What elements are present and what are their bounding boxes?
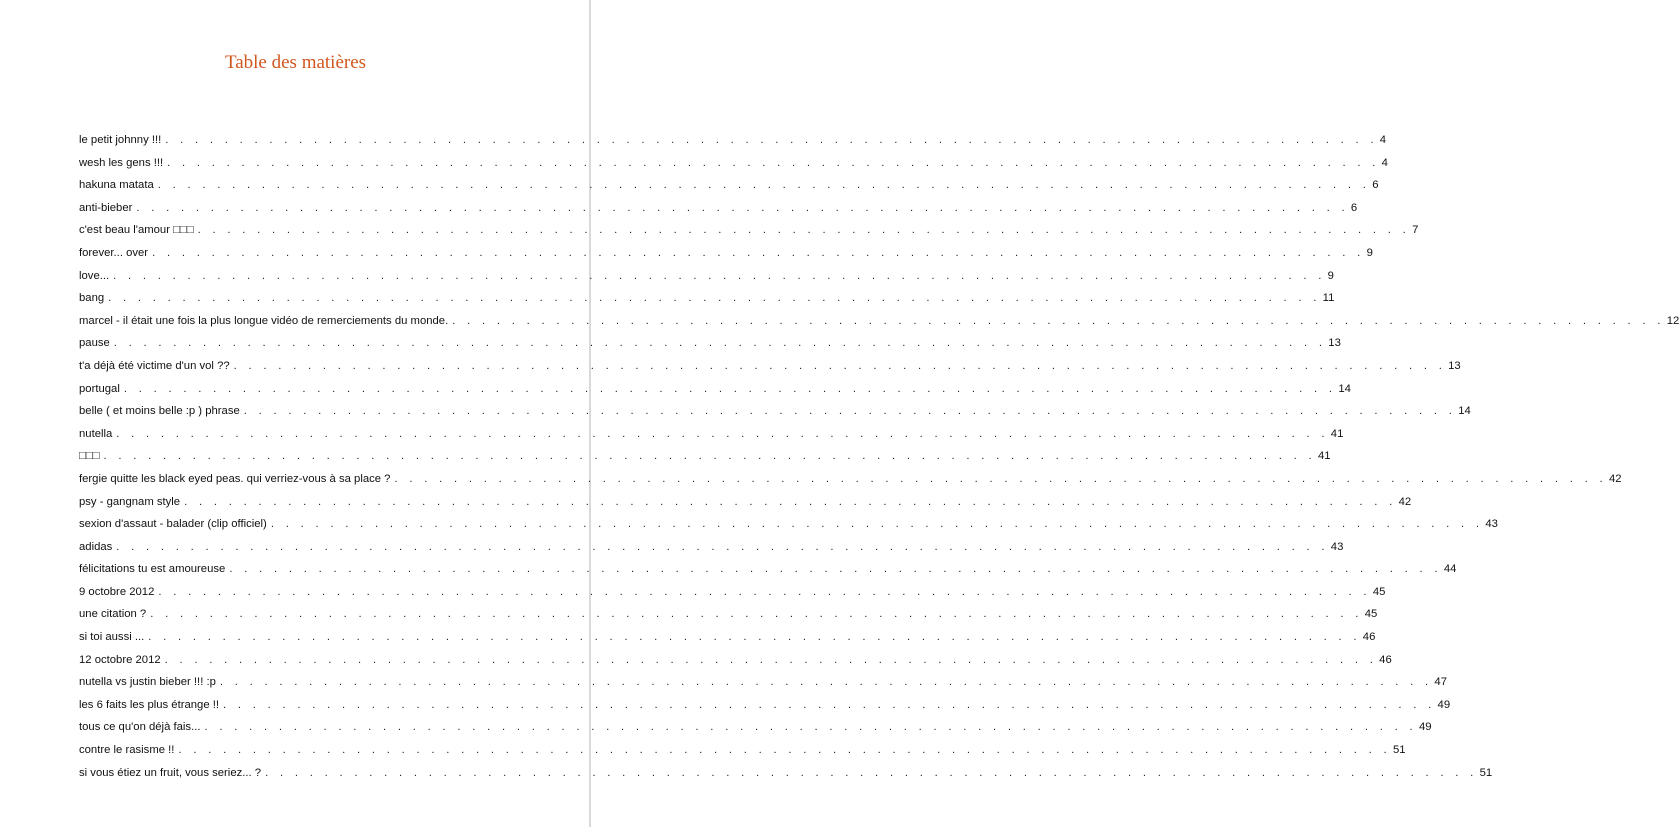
toc-page-number: 4 xyxy=(1381,156,1388,169)
toc-page-number: 49 xyxy=(1437,698,1451,711)
dot-leader xyxy=(136,197,1349,220)
toc-entry-title: forever... over xyxy=(79,246,149,259)
toc-page-number: 11 xyxy=(1322,292,1335,305)
dot-leader xyxy=(198,219,1411,242)
toc-page-number: 46 xyxy=(1362,631,1376,644)
toc-entry[interactable] xyxy=(79,603,1378,626)
toc-page-number: 12 xyxy=(1666,314,1679,327)
toc-entry[interactable] xyxy=(79,468,1622,491)
dot-leader xyxy=(271,513,1484,536)
toc-page-number: 51 xyxy=(1479,766,1493,779)
dot-leader xyxy=(244,400,1457,423)
toc-entry[interactable] xyxy=(79,219,1419,242)
toc-entry[interactable] xyxy=(79,423,1344,446)
dot-leader xyxy=(148,626,1361,649)
dot-leader xyxy=(220,671,1433,694)
dot-leader xyxy=(158,581,1371,604)
toc-page-number: 6 xyxy=(1350,201,1358,214)
dot-leader xyxy=(113,265,1326,288)
toc-entry-title: pause xyxy=(79,337,110,350)
toc-entry-title: psy - gangnam style xyxy=(79,495,181,508)
dot-leader xyxy=(178,739,1391,762)
toc-title: Table des matières xyxy=(224,52,367,73)
toc-entry[interactable] xyxy=(79,265,1334,288)
toc-entry[interactable] xyxy=(79,287,1335,310)
dot-leader xyxy=(184,491,1397,514)
toc-entry-title: portugal xyxy=(79,382,120,395)
toc-entry[interactable] xyxy=(79,152,1388,175)
dot-leader xyxy=(124,378,1337,401)
dot-leader xyxy=(103,445,1316,468)
toc-page-number: 42 xyxy=(1398,495,1412,508)
toc-entry[interactable] xyxy=(79,716,1432,739)
toc-page-number: 41 xyxy=(1330,427,1344,440)
toc-entry-title: wesh les gens !!! xyxy=(79,156,164,169)
toc-page-number: 51 xyxy=(1392,744,1406,757)
toc-entry-title: tous ce qu'on déjà fais... xyxy=(79,721,201,734)
toc-entry-title: hakuna matata xyxy=(79,179,154,192)
toc-entry[interactable] xyxy=(79,762,1493,785)
toc-entry-title: félicitations tu est amoureuse xyxy=(79,563,226,576)
toc-page-number: 13 xyxy=(1448,359,1461,372)
toc-entry-title: t'a déjà été victime d'un vol ?? xyxy=(79,359,230,372)
toc-entry-title: si vous étiez un fruit, vous seriez... ? xyxy=(79,766,262,779)
dot-leader xyxy=(394,468,1607,491)
toc-entry[interactable] xyxy=(79,581,1386,604)
toc-page-number: 45 xyxy=(1372,585,1386,598)
dot-leader xyxy=(204,716,1417,739)
toc-entry[interactable] xyxy=(79,242,1373,265)
toc-page-number: 47 xyxy=(1434,676,1447,689)
toc-entry[interactable] xyxy=(79,671,1447,694)
toc-entry-title: une citation ? xyxy=(79,608,147,621)
toc-entry[interactable] xyxy=(79,310,1679,333)
dot-leader xyxy=(265,762,1478,785)
toc-page-number: 14 xyxy=(1458,405,1471,418)
dot-leader xyxy=(114,332,1327,355)
toc-entry[interactable] xyxy=(79,626,1376,649)
toc-page-number: 6 xyxy=(1372,179,1379,192)
toc-page-number: 42 xyxy=(1608,472,1622,485)
toc-page-number: 41 xyxy=(1317,450,1331,463)
toc-page-number: 4 xyxy=(1379,134,1387,146)
dot-leader xyxy=(234,355,1447,378)
toc-entry[interactable] xyxy=(79,536,1344,559)
toc-entry[interactable] xyxy=(79,694,1451,717)
dot-leader xyxy=(165,129,1378,152)
toc-entry[interactable] xyxy=(79,491,1412,514)
dot-leader xyxy=(165,649,1378,672)
dot-leader xyxy=(223,694,1436,717)
toc-entry[interactable] xyxy=(79,445,1331,468)
toc-entry[interactable] xyxy=(79,649,1392,672)
toc-entry-title: belle ( et moins belle :p ) phrase xyxy=(79,405,240,418)
dot-leader xyxy=(452,310,1665,333)
toc-entry[interactable] xyxy=(79,332,1341,355)
toc-entry-title: marcel - il était une fois la plus longue vidéo de remerciements du monde. xyxy=(79,314,449,327)
toc-page-number: 9 xyxy=(1327,269,1334,282)
toc-entry[interactable] xyxy=(79,400,1471,423)
toc-entry-title: adidas xyxy=(79,540,113,553)
dot-leader xyxy=(116,536,1329,559)
toc-entry-title: 12 octobre 2012 xyxy=(79,653,161,666)
dot-leader xyxy=(152,242,1365,265)
toc-page-number: 13 xyxy=(1328,337,1341,350)
toc-entry-title: nutella xyxy=(79,427,113,440)
toc-page-number: 45 xyxy=(1364,608,1378,621)
toc-page-number: 46 xyxy=(1379,653,1392,666)
toc-entry-title: 9 octobre 2012 xyxy=(79,585,155,598)
toc-entry-title: love... xyxy=(79,269,110,282)
toc-page-number: 14 xyxy=(1338,382,1351,395)
dot-leader xyxy=(158,174,1371,197)
toc-entry-title: anti-bieber xyxy=(79,201,133,214)
toc-page-number: 9 xyxy=(1366,246,1373,259)
toc-page-number: 49 xyxy=(1418,721,1432,734)
toc-entry[interactable] xyxy=(79,558,1457,581)
dot-leader xyxy=(116,423,1329,446)
toc-page-number: 43 xyxy=(1485,518,1498,531)
toc-entry-title: si toi aussi ... xyxy=(79,631,145,644)
toc-entry[interactable] xyxy=(79,739,1406,762)
toc-page-number: 7 xyxy=(1412,224,1419,237)
toc-entry[interactable] xyxy=(79,355,1461,378)
toc-entry[interactable] xyxy=(79,129,1387,152)
toc-entry[interactable] xyxy=(79,378,1351,401)
toc-entry-title: c'est beau l'amour □□□ xyxy=(79,224,194,237)
toc-entry[interactable] xyxy=(79,513,1498,536)
toc-entry-title: nutella vs justin bieber !!! :p xyxy=(79,676,216,689)
toc-entry-title: fergie quitte les black eyed peas. qui verriez-vous à sa place ? xyxy=(79,472,391,485)
toc-entry-title: le petit johnny !!! xyxy=(79,134,162,146)
toc-entry-title: sexion d'assaut - balader (clip officiel) xyxy=(79,518,267,531)
toc-list xyxy=(79,129,1679,784)
toc-page-number: 43 xyxy=(1330,540,1344,553)
toc-page-number: 44 xyxy=(1443,563,1457,576)
toc-entry[interactable] xyxy=(79,174,1379,197)
toc-entry[interactable] xyxy=(79,197,1358,220)
dot-leader xyxy=(150,603,1363,626)
dot-leader xyxy=(167,152,1380,175)
dot-leader xyxy=(229,558,1442,581)
toc-entry-title: bang xyxy=(79,292,105,305)
toc-entry-title: les 6 faits les plus étrange !! xyxy=(79,698,220,711)
dot-leader xyxy=(108,287,1321,310)
toc-entry-title: contre le rasisme !! xyxy=(79,744,175,757)
toc-entry-title: □□□ xyxy=(79,450,100,463)
